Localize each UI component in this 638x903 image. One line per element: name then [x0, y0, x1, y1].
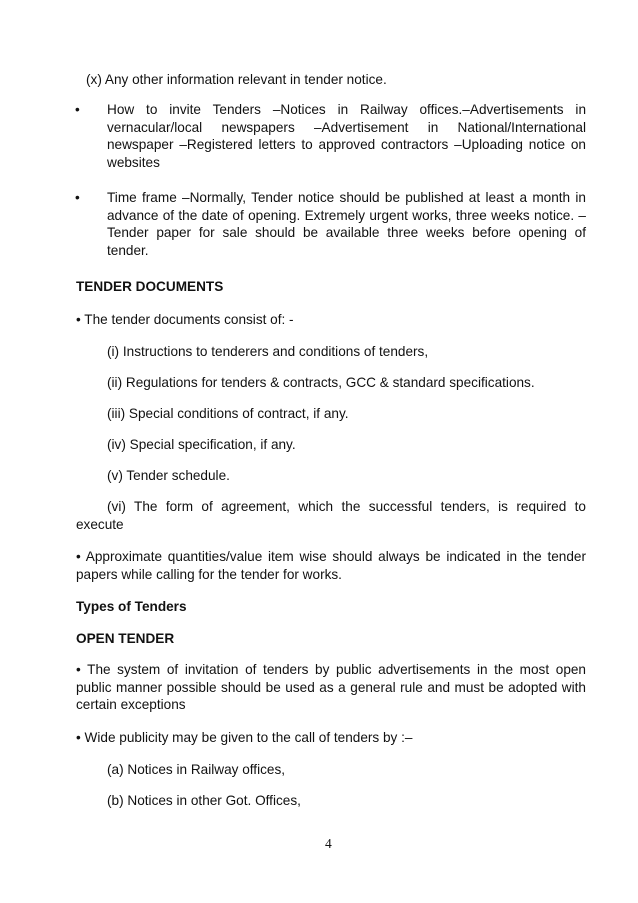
approximate-quantities-note: • Approximate quantities/value item wise should always be indicated in the tender papers while calling for the tender for works. — [76, 549, 586, 582]
page-number: 4 — [325, 836, 332, 851]
document-item-ii: (ii) Regulations for tenders & contracts, GCC & standard specifications. — [107, 375, 535, 390]
how-to-invite-paragraph: How to invite Tenders –Notices in Railway offices.–Advertisements in vernacular/local newspapers –Advertisement in National/International newspaper –Registered letters to approved contractors –Uploading notice on websites — [107, 102, 586, 170]
publicity-item-b: (b) Notices in other Got. Offices, — [107, 793, 301, 808]
document-item-iii: (iii) Special conditions of contract, if any. — [107, 406, 349, 421]
time-frame-paragraph: Time frame –Normally, Tender notice should be published at least a month in advance of the date of opening. Extremely urgent works, three weeks notice. –Tender paper for sale should be available three weeks before opening of tender. — [107, 190, 586, 258]
document-item-vi: (vi) The form of agreement, which the successful tenders, is required to execute — [76, 499, 586, 532]
document-item-iv: (iv) Special specification, if any. — [107, 437, 296, 452]
bullet-marker: • — [75, 102, 80, 117]
info-item-x: (x) Any other information relevant in tender notice. — [86, 72, 387, 87]
tender-documents-heading: TENDER DOCUMENTS — [76, 279, 224, 294]
open-tender-heading: OPEN TENDER — [76, 631, 175, 646]
types-of-tenders-heading: Types of Tenders — [76, 599, 187, 614]
publicity-intro: • Wide publicity may be given to the call of tenders by :– — [76, 730, 413, 745]
publicity-item-a: (a) Notices in Railway offices, — [107, 762, 286, 777]
document-item-v: (v) Tender schedule. — [107, 468, 230, 483]
documents-intro: • The tender documents consist of: - — [76, 312, 294, 327]
bullet-marker: • — [75, 190, 80, 205]
open-tender-paragraph: • The system of invitation of tenders by public advertisements in the most open public manner possible should be used as a general rule and must be adopted with certain exceptions — [76, 662, 586, 712]
document-item-i: (i) Instructions to tenderers and conditions of tenders, — [107, 344, 429, 359]
